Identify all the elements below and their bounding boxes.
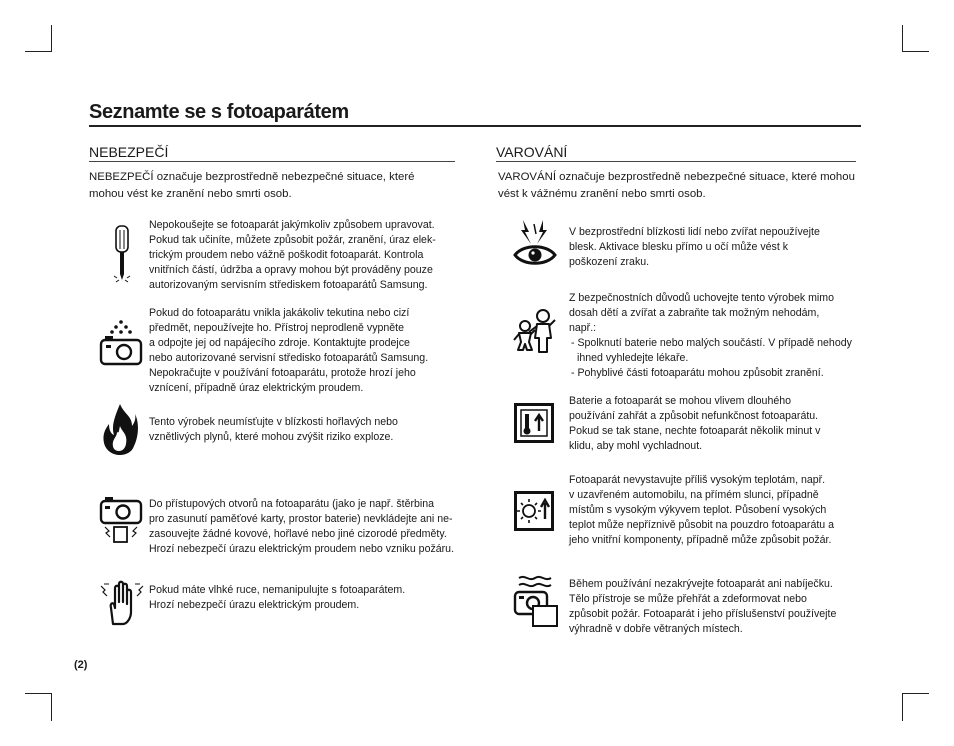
warning-intro: VAROVÁNÍ označuje bezprostředně nebezpečné situace, které mohou vést k vážnému zranění nebo smrti osob.: [498, 171, 855, 200]
flame-icon: [102, 402, 138, 456]
danger-item-4-text: Do přístupových otvorů na fotoaparátu (jako je např. štěrbina pro zasunutí paměťové karty, prostor baterie) nevkládejte ani ne- zasouvejte žádné kovové, hořlavé nebo jiné cizorodé předměty. Hrozí nebezpečí úrazu elektrickým proudem nebo vzniku požáru.: [149, 498, 455, 555]
covered-charger-icon: [513, 572, 559, 628]
screwdriver-icon: [107, 224, 137, 284]
crop-mark-bottom-right-h: [902, 693, 929, 694]
crop-mark-top-right-v: [902, 25, 903, 52]
crop-mark-bottom-left-v: [51, 693, 52, 721]
crop-mark-top-left-h: [25, 51, 52, 52]
warning-item-5-text: Během používání nezakrývejte fotoaparát ani nabíječku. Tělo přístroje se může přehřát a zdeformovat nebo způsobit požár. Fotoaparát i jeho příslušenství používejte výhradně v dobře větraných místech.: [569, 578, 837, 635]
crop-mark-top-right-h: [902, 51, 929, 52]
danger-intro: NEBEZPEČÍ označuje bezprostředně nebezpečné situace, které mohou vést ke zranění nebo smrti osob.: [89, 171, 415, 200]
flash-eye-icon: [513, 218, 557, 270]
crop-mark-top-left-v: [51, 25, 52, 52]
warning-item-3-text: Baterie a fotoaparát se mohou vlivem dlouhého používání zahřát a způsobit nefunkčnost fotoaparátu. Pokud se tak stane, nechte fotoaparát několik minut v klidu, aby mohl vychladnout.: [569, 395, 821, 452]
liquid-camera-icon: [99, 318, 143, 366]
wet-hand-icon: [99, 578, 145, 626]
page-number: (2): [74, 659, 88, 671]
warning-heading: VAROVÁNÍ: [496, 144, 856, 162]
danger-item-5-text: Pokud máte vlhké ruce, nemanipulujte s fotoaparátem. Hrozí nebezpečí úrazu elektrickým proudem.: [149, 584, 406, 611]
warning-item-4-text: Fotoaparát nevystavujte příliš vysokým teplotám, např. v uzavřeném automobilu, na přímém slunci, případně místům s vysokým výkyvem teplot. Působení vysokých teplot může nepříznivě působit na pouzdro fotoaparátu a jeho vnitřní komponenty, případně může způsobit požár.: [569, 474, 835, 546]
warning-item-1-text: V bezprostřední blízkosti lidí nebo zvířat nepoužívejte blesk. Aktivace blesku přímo u očí může vést k poškození zraku.: [569, 226, 820, 268]
crop-mark-bottom-left-h: [25, 693, 52, 694]
camera-slot-icon: [99, 495, 143, 545]
warning-item-2-text: Z bezpečnostních důvodů uchovejte tento výrobek mimo dosah dětí a zvířat a zabraňte tak možným nehodám, např.: - Spolknutí baterie nebo malých součástí. V případě nehody ihned vyhledejte lékaře. - Pohyblivé části fotoaparátu mohou způsobit zranění.: [569, 292, 852, 379]
sun-heat-icon: [514, 491, 554, 531]
page-number-value: 2: [77, 659, 84, 671]
danger-heading: NEBEZPEČÍ: [89, 144, 455, 162]
page-title: Seznamte se s fotoaparátem: [89, 100, 861, 127]
battery-temperature-icon: [514, 403, 554, 443]
danger-item-2-text: Pokud do fotoaparátu vnikla jakákoliv tekutina nebo cizí předmět, nepoužívejte ho. Přístroj neprodleně vypněte a odpojte jej od napájecího zdroje. Kontaktujte prodejce nebo autorizované servisní středisko fotoaparátů Samsung. Nepokračujte v používání fotoaparátu, protože hrozí jeho vznícení, případně úraz elektrickým proudem.: [149, 307, 429, 394]
children-icon: [513, 308, 557, 354]
danger-item-1-text: Nepokoušejte se fotoaparát jakýmkoliv způsobem upravovat. Pokud tak učiníte, můžete způsobit požár, zranění, úraz elek- trickým proudem nebo vážně poškodit fotoaparát. Kontrola vnitřních částí, údržba a opravy mohou být prováděny pouze autorizovaným servisním střediskem fotoaparátů Samsung.: [149, 219, 436, 291]
crop-mark-bottom-right-v: [902, 693, 903, 721]
danger-item-3-text: Tento výrobek neumísťujte v blízkosti hořlavých nebo vznětlivých plynů, které mohou zvýšit riziko exploze.: [149, 416, 398, 443]
